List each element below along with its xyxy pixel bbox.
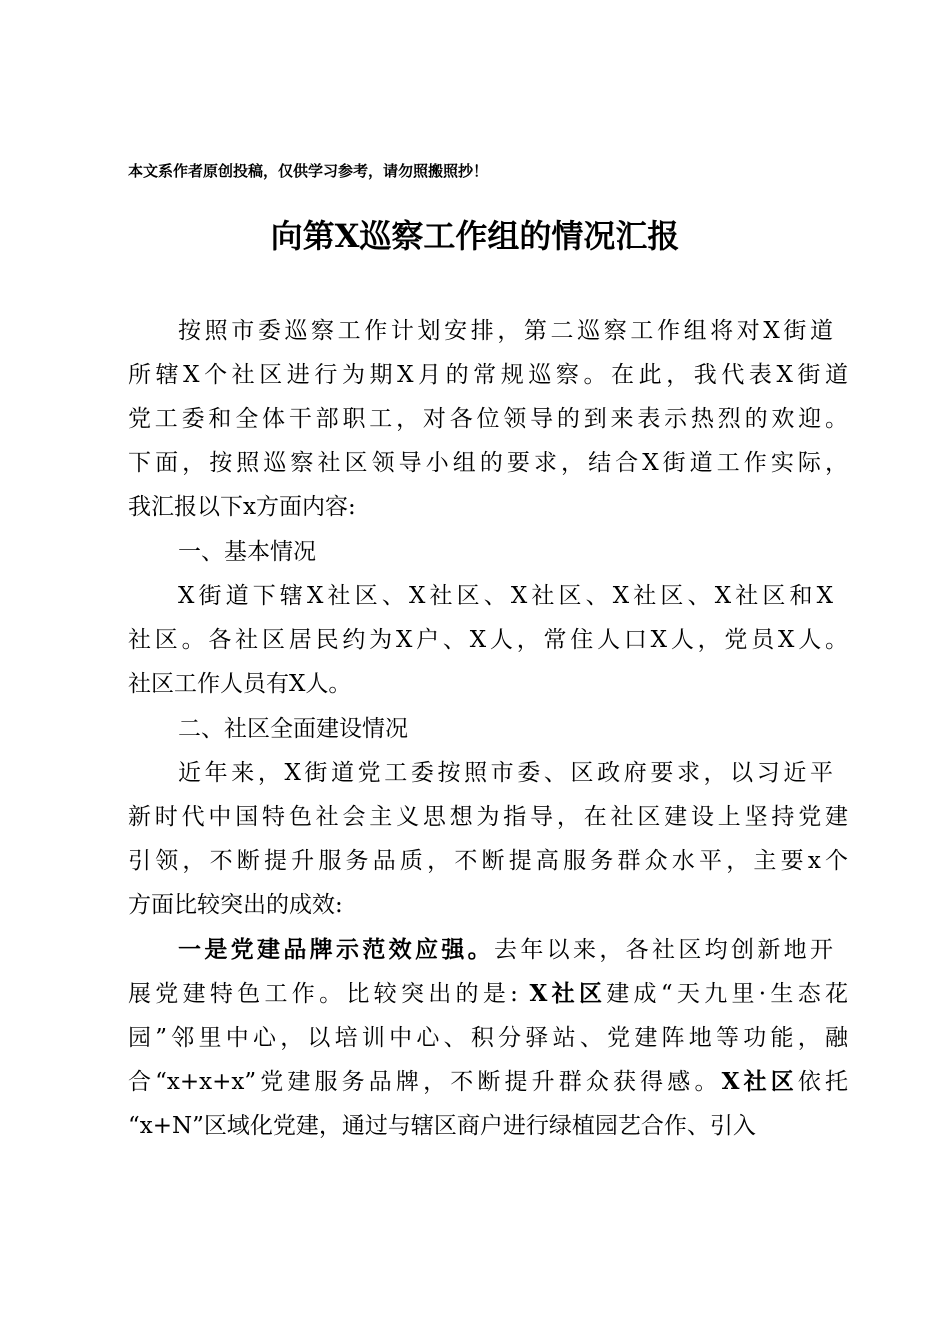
intro-line-4: 下面，按照巡察社区领导小组的要求，结合X街道工作实际， bbox=[128, 450, 848, 476]
item-1-line-1 bbox=[178, 932, 833, 968]
item-1-line-2-a: 展党建特色工作。比较突出的是: bbox=[128, 981, 530, 1007]
intro-line-1: 按照市委巡察工作计划安排，第二巡察工作组将对X街道 bbox=[178, 318, 833, 344]
item-1-line-5: “x+N”区域化党建，通过与辖区商户进行绿植园艺合作、引入 bbox=[128, 1113, 756, 1139]
section-2-line-1: 近年来，X街道党工委按照市委、区政府要求，以习近平 bbox=[178, 760, 833, 786]
intro-line-3: 党工委和全体干部职工，对各位领导的到来表示热烈的欢迎。 bbox=[128, 406, 848, 432]
item-1-lead-bold: 一是党建品牌示范效应强。 bbox=[178, 936, 494, 963]
item-1-line-2-bold: X社区 bbox=[529, 980, 607, 1007]
intro-line-2: 所辖X个社区进行为期X月的常规巡察。在此，我代表X街道 bbox=[128, 362, 848, 388]
section-1-heading: 一、基本情况 bbox=[178, 539, 316, 565]
copyright-notice: 本文系作者原创投稿，仅供学习参考，请勿照搬照抄！ bbox=[128, 162, 489, 180]
section-2-line-3: 引领，不断提升服务品质，不断提高服务群众水平，主要x个 bbox=[128, 848, 848, 874]
section-2-line-2: 新时代中国特色社会主义思想为指导，在社区建设上坚持党建 bbox=[128, 804, 848, 830]
section-2-line-4: 方面比较突出的成效: bbox=[128, 892, 343, 918]
item-1-line-4-a: 合“x+x+x”党建服务品牌，不断提升群众获得感。 bbox=[128, 1069, 722, 1095]
document-title: 向第X巡察工作组的情况汇报 bbox=[270, 217, 680, 255]
section-1-line-1: X街道下辖X社区、X社区、X社区、X社区、X社区和X bbox=[178, 583, 833, 609]
section-2-heading: 二、社区全面建设情况 bbox=[178, 716, 408, 742]
item-1-line-3: 园”邻里中心，以培训中心、积分驿站、党建阵地等功能，融 bbox=[128, 1025, 848, 1051]
item-1-line-4-bold: X社区 bbox=[721, 1068, 798, 1095]
item-1-line-4 bbox=[128, 1064, 848, 1100]
item-1-line-2 bbox=[128, 976, 848, 1012]
item-1-line-2-b: 建成“天九里·生态花 bbox=[606, 981, 848, 1007]
intro-line-5: 我汇报以下x方面内容: bbox=[128, 494, 356, 520]
section-1-line-3: 社区工作人员有X人。 bbox=[128, 671, 352, 697]
item-1-lead-rest: 去年以来，各社区均创新地开 bbox=[494, 937, 834, 963]
item-1-line-4-b: 依托 bbox=[797, 1069, 848, 1095]
section-1-line-2: 社区。各社区居民约为X户、X人，常住人口X人，党员X人。 bbox=[128, 627, 848, 653]
